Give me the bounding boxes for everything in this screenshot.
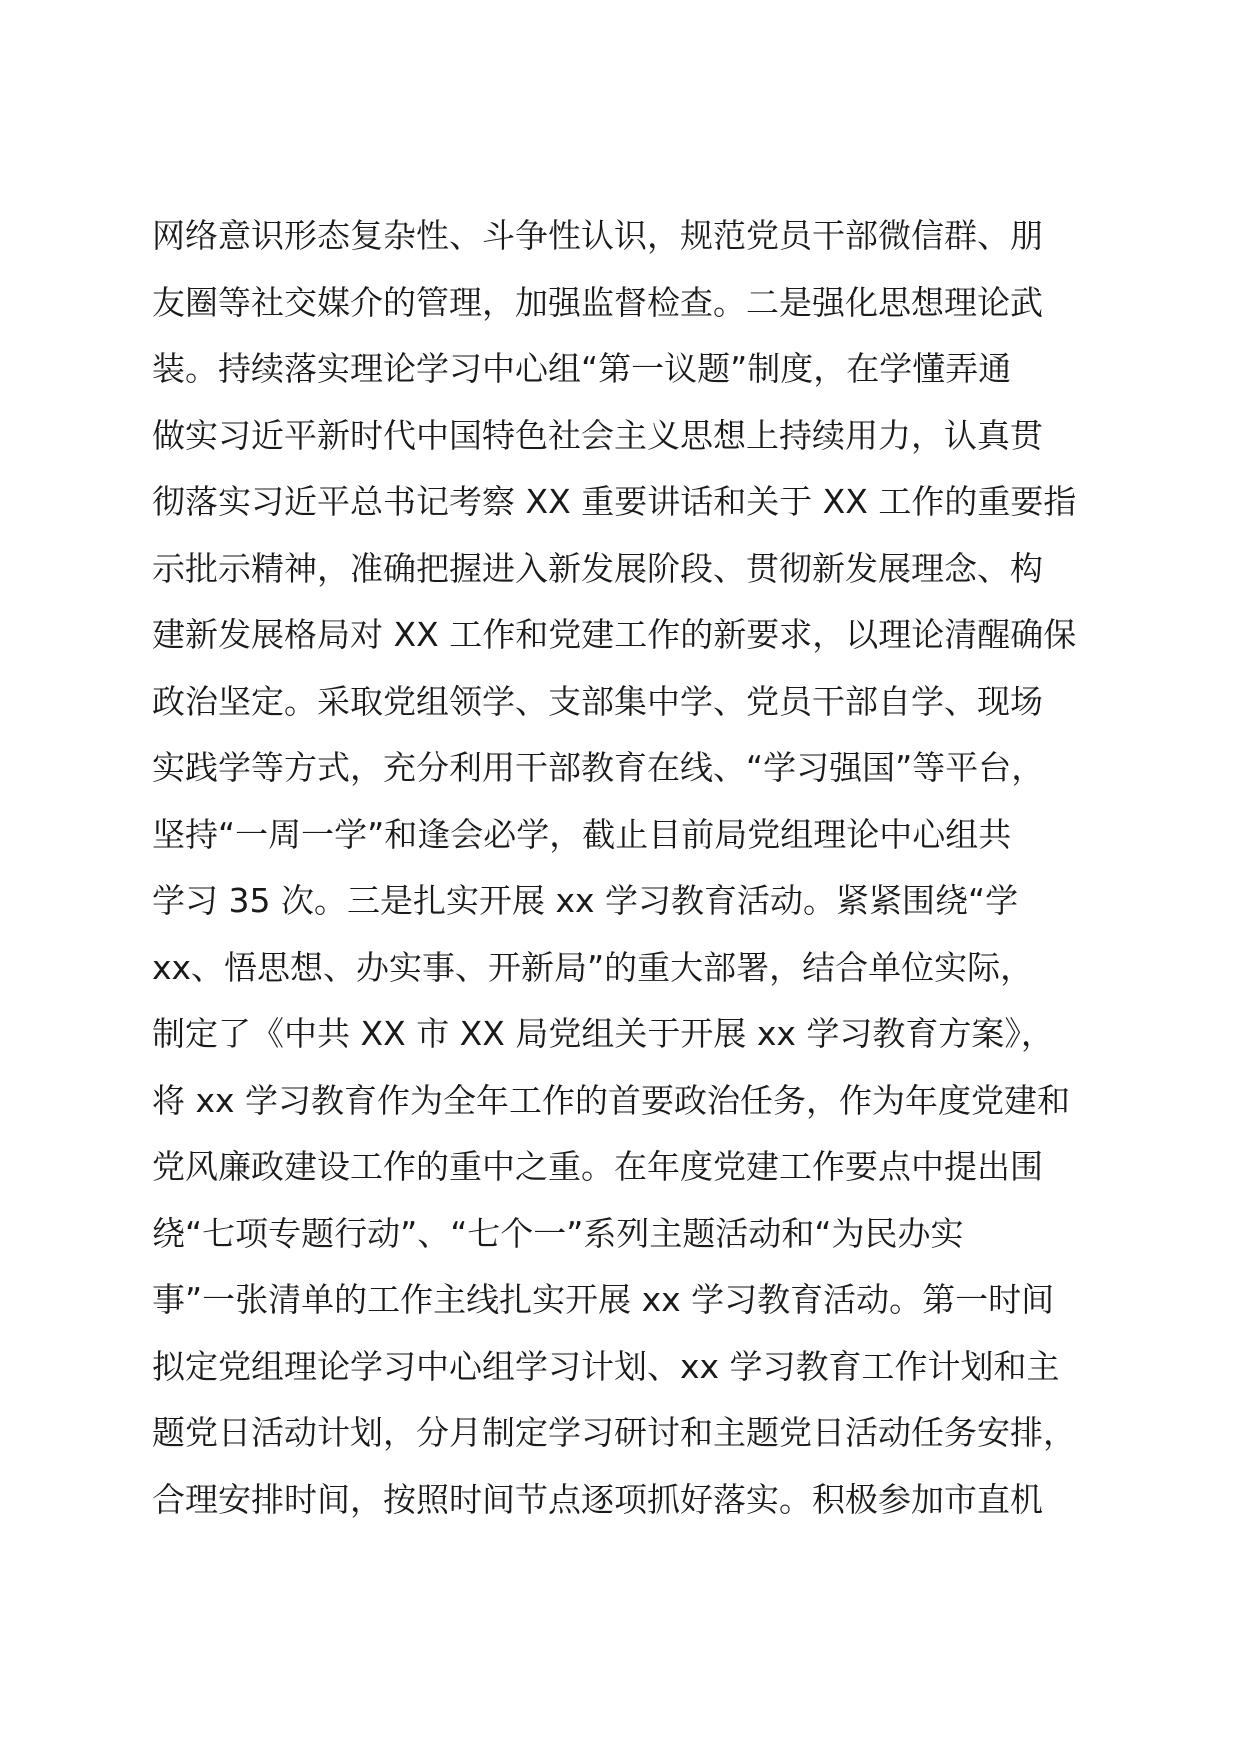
text-line: 友圈等社交媒介的管理，加强监督检查。二是强化思想理论武 [152,282,1043,322]
text-line: 事”一张清单的工作主线扎实开展 xx 学习教育活动。第一时间 [152,1280,1055,1319]
text-line: 拟定党组理论学习中心组学习计划、xx 学习教育工作计划和主 [152,1346,1060,1386]
text-line: 网络意识形态复杂性、斗争性认识，规范党员干部微信群、朋 [152,216,1043,255]
text-line: 示批示精神，准确把握进入新发展阶段、贯彻新发展理念、构 [152,548,1043,588]
text-line: 党风廉政建设工作的重中之重。在年度党建工作要点中提出围 [152,1147,1043,1186]
body-text [152,203,1112,1533]
text-line: 建新发展格局对 XX 工作和党建工作的新要求，以理论清醒确保 [152,615,1077,654]
text-line: xx、悟思想、办实事、开新局”的重大部署，结合单位实际， [152,947,1034,987]
text-line: 绕“七项专题行动”、“七个一”系列主题活动和“为民办实 [152,1213,964,1253]
text-line: 政治坚定。采取党组领学、支部集中学、党员干部自学、现场 [152,681,1043,721]
text-line: 彻落实习近平总书记考察 XX 重要讲话和关于 XX 工作的重要指 [152,482,1077,521]
text-line: 坚持“一周一学”和逢会必学，截止目前局党组理论中心组共 [152,814,1012,854]
text-line: 做实习近平新时代中国特色社会主义思想上持续用力，认真贯 [152,415,1043,455]
text-line: 学习 35 次。三是扎实开展 xx 学习教育活动。紧紧围绕“学 [152,881,1019,920]
text-line: 装。持续落实理论学习中心组“第一议题”制度，在学懂弄通 [152,349,1012,388]
text-line: 将 xx 学习教育作为全年工作的首要政治任务，作为年度党建和 [152,1080,1071,1120]
text-line: 实践学等方式，充分利用干部教育在线、“学习强国”等平台， [152,748,1045,787]
text-line: 制定了《中共 XX 市 XX 局党组关于开展 xx 学习教育方案》， [152,1014,1054,1053]
text-line: 题党日活动计划，分月制定学习研讨和主题党日活动任务安排， [152,1413,1076,1452]
text-line: 合理安排时间，按照时间节点逐项抓好落实。积极参加市直机 [152,1479,1043,1519]
